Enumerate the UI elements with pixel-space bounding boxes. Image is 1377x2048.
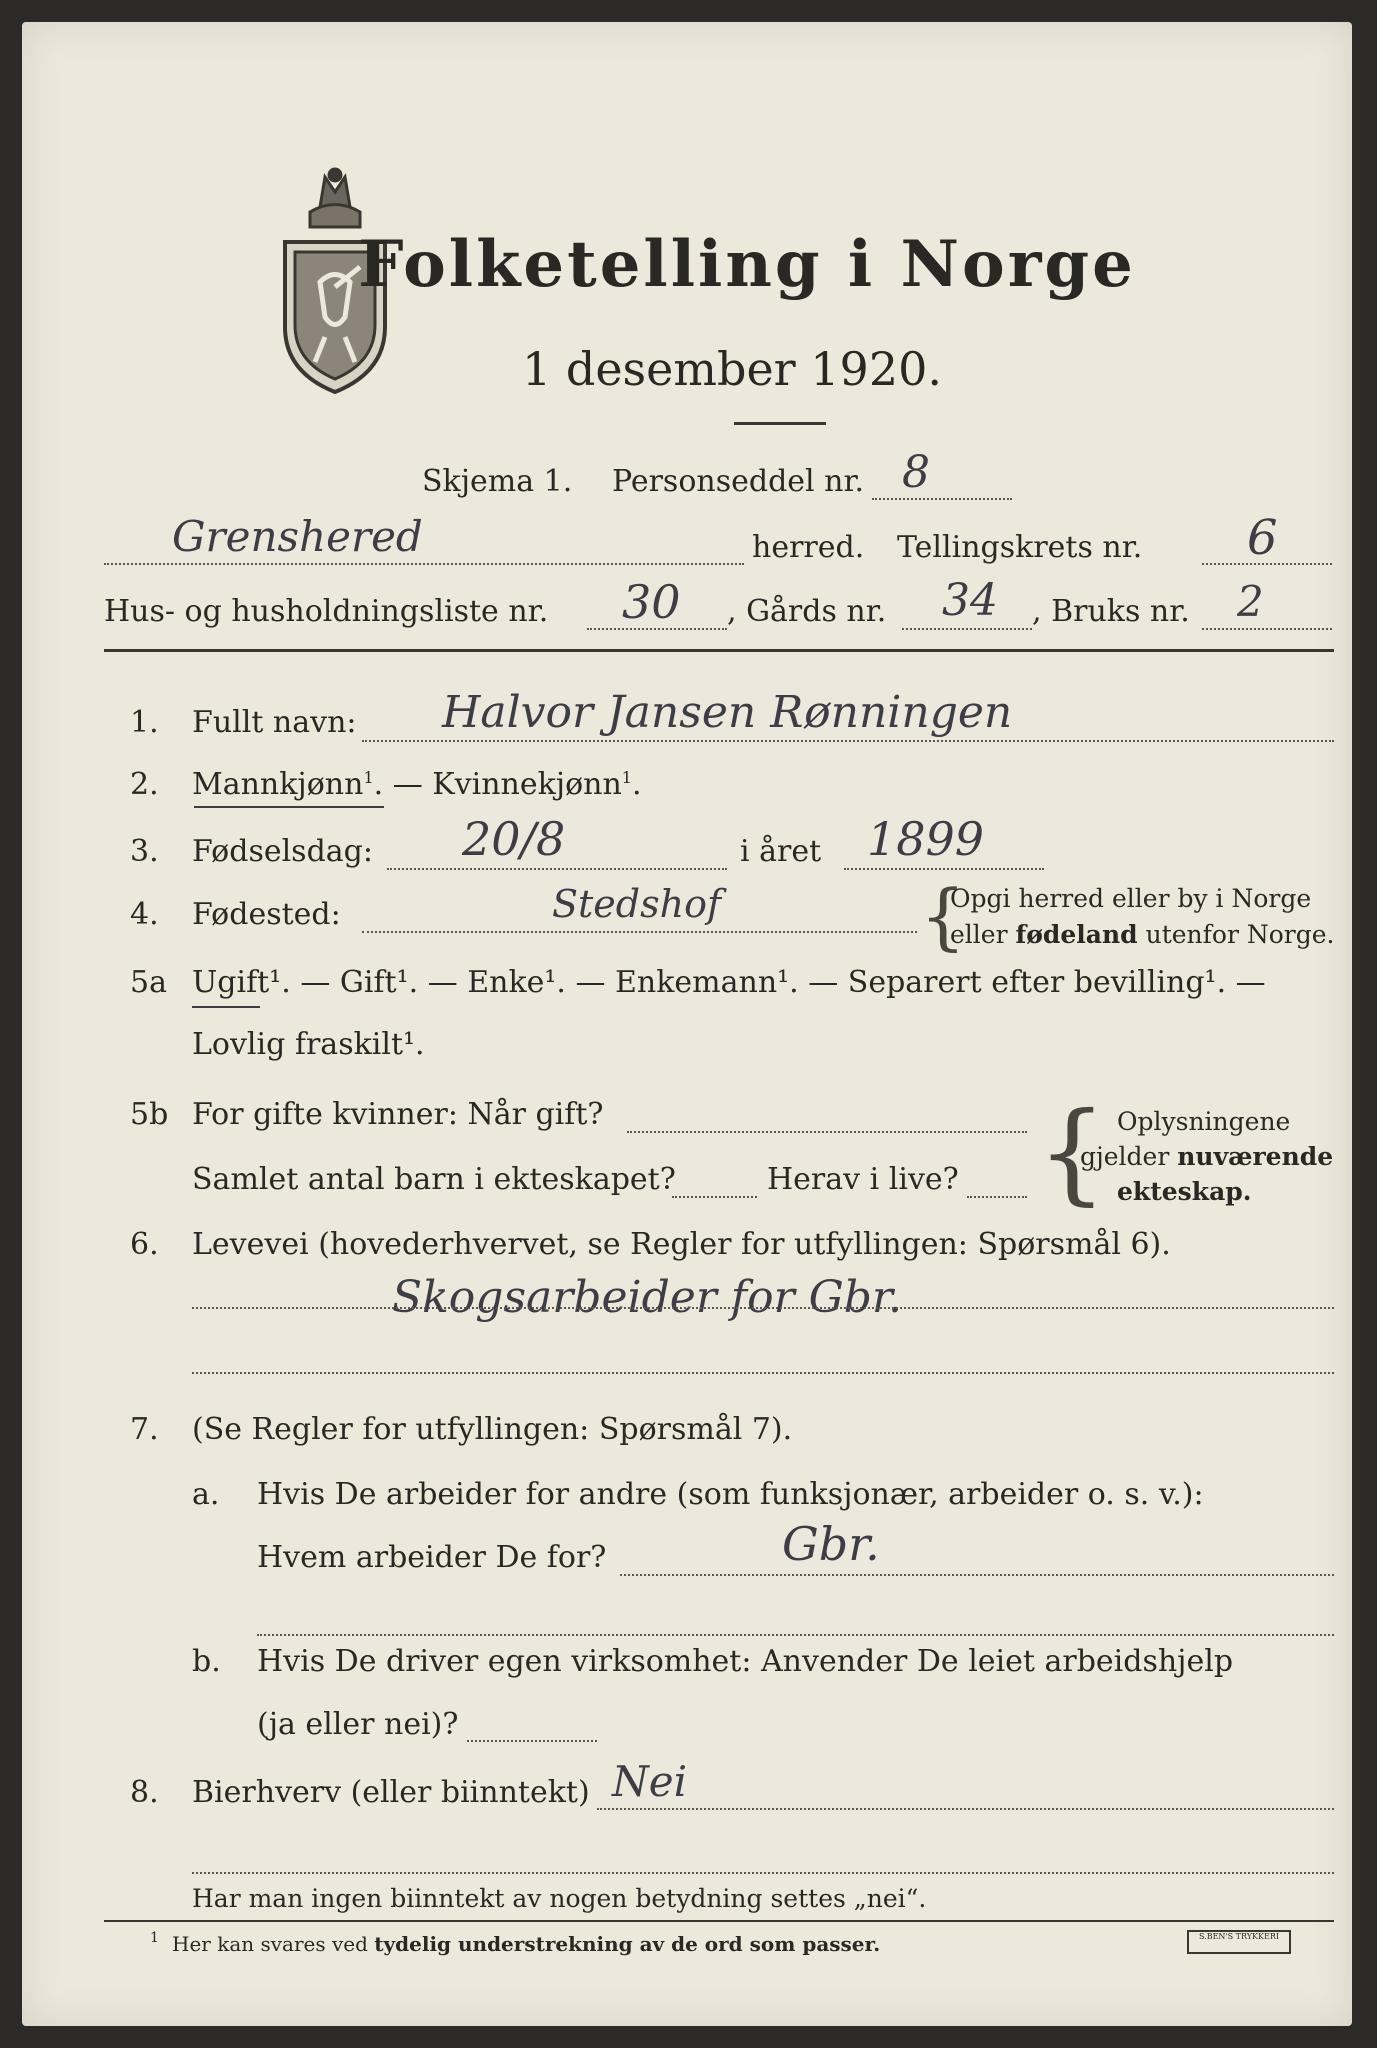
- q1-value: Halvor Jansen Rønningen: [442, 687, 1013, 738]
- q8-line: [597, 1808, 1334, 1810]
- gards-line: [902, 628, 1032, 630]
- q7a-value: Gbr.: [782, 1517, 880, 1571]
- q5a-number: 5a: [130, 965, 167, 1000]
- q3-number: 3.: [130, 834, 159, 869]
- q6-value: Skogsarbeider for Gbr.: [392, 1272, 903, 1323]
- herred-value: Grenshered: [172, 512, 423, 561]
- q3-year-label: i året: [740, 834, 822, 869]
- herred-line: [104, 563, 744, 565]
- q3-line: [387, 868, 727, 870]
- herred-label: herred.: [752, 530, 865, 565]
- q5b-live-line: [967, 1196, 1027, 1198]
- q2-male-underline: [194, 806, 384, 808]
- q2-female-sup: 1: [621, 768, 632, 787]
- schema-label: Skjema 1.: [422, 464, 573, 499]
- q4-number: 4.: [130, 897, 159, 932]
- q3-year-value: 1899: [867, 812, 985, 866]
- q5b-barn-line: [672, 1196, 757, 1198]
- form-title: Folketelling i Norge: [358, 227, 1136, 302]
- bruks-line: [1202, 628, 1332, 630]
- form-date: 1 desember 1920.: [522, 342, 942, 396]
- q7b-letter: b.: [192, 1644, 221, 1679]
- q5b-gift-line: [627, 1131, 1027, 1133]
- bottom-note: Har man ingen biinntekt av nogen betydning settes „nei“.: [192, 1884, 927, 1913]
- q7b-line: [467, 1740, 597, 1742]
- q8-value: Nei: [612, 1757, 688, 1806]
- q7a-line2: Hvem arbeider De for?: [257, 1540, 607, 1575]
- footnote-separator: [104, 1920, 1334, 1922]
- printer-stamp: S.BEN'S TRYKKERI: [1187, 1930, 1291, 1954]
- hus-value: 30: [622, 575, 681, 629]
- bruks-label: , Bruks nr.: [1032, 594, 1190, 629]
- tellingskrets-label: Tellingskrets nr.: [897, 530, 1143, 565]
- q5b-line2b: Herav i live?: [767, 1162, 959, 1197]
- q5b-line1: For gifte kvinner: Når gift?: [192, 1097, 604, 1132]
- q5b-number: 5b: [130, 1097, 169, 1132]
- q8-line2: [192, 1872, 1334, 1874]
- gards-value: 34: [942, 575, 998, 626]
- footnote-mark: 1: [150, 1930, 159, 1946]
- footnote-text: Her kan svares ved tydelig understrekning av de ord som passer.: [172, 1932, 881, 1956]
- q2-number: 2.: [130, 767, 159, 802]
- q7a-line: [620, 1574, 1334, 1576]
- q4-note-line2: eller fødeland utenfor Norge.: [950, 920, 1335, 949]
- census-form: [22, 22, 1352, 2026]
- tellingskrets-value: 6: [1247, 510, 1278, 566]
- q4-note-line1: Opgi herred eller by i Norge: [950, 884, 1312, 913]
- gards-label: , Gårds nr.: [727, 594, 887, 629]
- q5a-line2: Lovlig fraskilt¹.: [192, 1027, 425, 1062]
- q7-label: (Se Regler for utfyllingen: Spørsmål 7).: [192, 1412, 793, 1447]
- q7b-line2: (ja eller nei)?: [257, 1707, 459, 1742]
- q5b-line2a: Samlet antal barn i ekteskapet?: [192, 1162, 676, 1197]
- title-divider: [734, 422, 826, 425]
- q3-label: Fødselsdag:: [192, 834, 373, 869]
- q5a-ugift-underline: [192, 1006, 260, 1008]
- q7b-line1: Hvis De driver egen virksomhet: Anvender De leiet arbeidshjelp: [257, 1644, 1234, 1679]
- q2-male: Mannkjønn: [192, 767, 364, 802]
- q4-value: Stedshof: [552, 882, 722, 926]
- q5b-note2: gjelder nuværende: [1080, 1142, 1334, 1171]
- q6-number: 6.: [130, 1227, 159, 1262]
- q5b-note3: ekteskap.: [1117, 1177, 1252, 1206]
- q4-line: [362, 931, 917, 933]
- q2-options: [192, 767, 642, 802]
- q6-label: Levevei (hovederhvervet, se Regler for utfyllingen: Spørsmål 6).: [192, 1227, 1171, 1262]
- bruks-value: 2: [1237, 577, 1264, 626]
- q2-male-sup: 1: [363, 768, 374, 787]
- q5b-note1: Oplysningene: [1117, 1107, 1291, 1136]
- header-separator: [104, 649, 1334, 652]
- personseddel-value: 8: [902, 447, 930, 498]
- q1-label: Fullt navn:: [192, 705, 357, 740]
- q6-line2: [192, 1372, 1334, 1374]
- q6-line1: [192, 1307, 1334, 1309]
- q4-brace: {: [920, 874, 966, 958]
- q8-label: Bierhverv (eller biinntekt): [192, 1775, 590, 1810]
- q7-number: 7.: [130, 1412, 159, 1447]
- q5b-brace: {: [1037, 1088, 1107, 1216]
- q2-female: Kvinnekjønn: [432, 767, 622, 802]
- q7a-letter: a.: [192, 1477, 220, 1512]
- personseddel-line: [872, 498, 1012, 500]
- q2-end: .: [631, 767, 642, 802]
- q7a-line2-dots: [257, 1634, 1334, 1636]
- hus-label: Hus- og husholdningsliste nr.: [104, 594, 549, 629]
- q8-number: 8.: [130, 1775, 159, 1810]
- q3-year-line: [844, 868, 1044, 870]
- q7a-line1: Hvis De arbeider for andre (som funksjonær, arbeider o. s. v.):: [257, 1477, 1204, 1512]
- q4-label: Fødested:: [192, 897, 341, 932]
- q5a-line1: Ugift¹. — Gift¹. — Enke¹. — Enkemann¹. — Separert efter bevilling¹. —: [192, 965, 1266, 1000]
- q3-value: 20/8: [462, 812, 566, 866]
- personseddel-label: Personseddel nr.: [612, 464, 865, 499]
- q1-line: [362, 740, 1334, 742]
- q1-number: 1.: [130, 705, 159, 740]
- q2-sep: . —: [373, 767, 433, 802]
